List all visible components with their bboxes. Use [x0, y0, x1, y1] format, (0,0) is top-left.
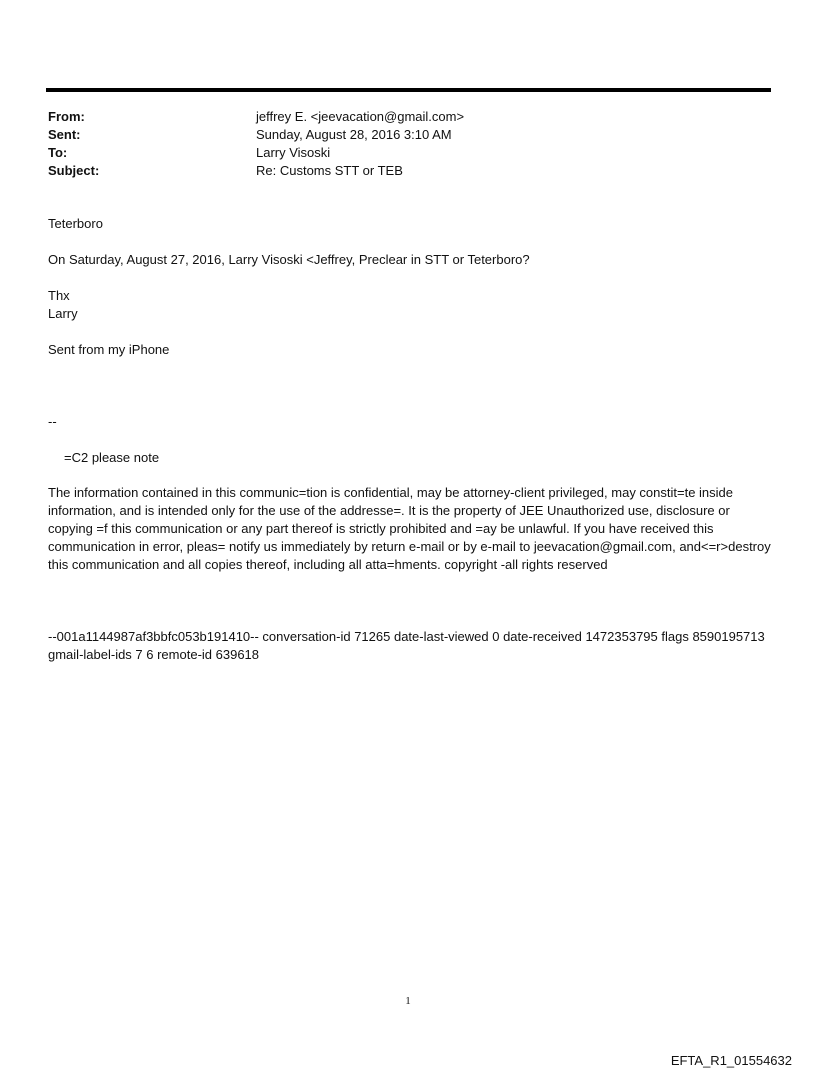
- from-label: From:: [48, 109, 85, 124]
- sent-row: [48, 126, 768, 144]
- message-metadata: --001a1144987af3bbfc053b191410-- conversation-id 71265 date-last-viewed 0 date-received 1472353795 flags 8590195713 gmail-label-ids 7 6 remote-id 639618: [48, 629, 765, 662]
- reply-text: Teterboro: [48, 216, 103, 231]
- email-header: [48, 108, 768, 180]
- from-row: [48, 108, 768, 126]
- please-note: =C2 please note: [64, 450, 160, 465]
- sent-label: Sent:: [48, 127, 81, 142]
- to-label: To:: [48, 145, 68, 160]
- sent-from-text: Sent from my iPhone: [48, 342, 170, 357]
- confidentiality-disclaimer: The information contained in this communic=tion is confidential, may be attorney-client privileged, may constit=te inside information, and is intended only for the use of the addresse=. It is the property of JEE Unauthorized use, disclosure or copying =f this communication or any part thereof is strictly prohibited and =ay be unlawful. If you have received this communication in error, pleas= notify us immediately by return e-mail or by e-mail to jeevacation@gmail.com, and<=r>destroy this communication and all copies thereof, including all atta=hments. copyright -all rights reserved: [48, 485, 771, 572]
- to-row: [48, 144, 768, 162]
- sender-name: Larry: [48, 306, 78, 321]
- sent-value: Sunday, August 28, 2016 3:10 AM: [256, 127, 452, 142]
- subject-value: Re: Customs STT or TEB: [256, 163, 403, 178]
- subject-row: [48, 162, 768, 180]
- subject-label: Subject:: [48, 163, 100, 178]
- from-value: jeffrey E. <jeevacation@gmail.com>: [256, 109, 465, 124]
- header-rule: [46, 88, 771, 92]
- page-number: 1: [405, 995, 411, 1007]
- signature-separator: --: [48, 414, 57, 429]
- quote-intro: On Saturday, August 27, 2016, Larry Visoski <Jeffrey, Preclear in STT or Teterboro?: [48, 252, 530, 267]
- document-id: EFTA_R1_01554632: [670, 1053, 792, 1068]
- to-value: Larry Visoski: [256, 145, 331, 160]
- thanks-text: Thx: [48, 288, 70, 303]
